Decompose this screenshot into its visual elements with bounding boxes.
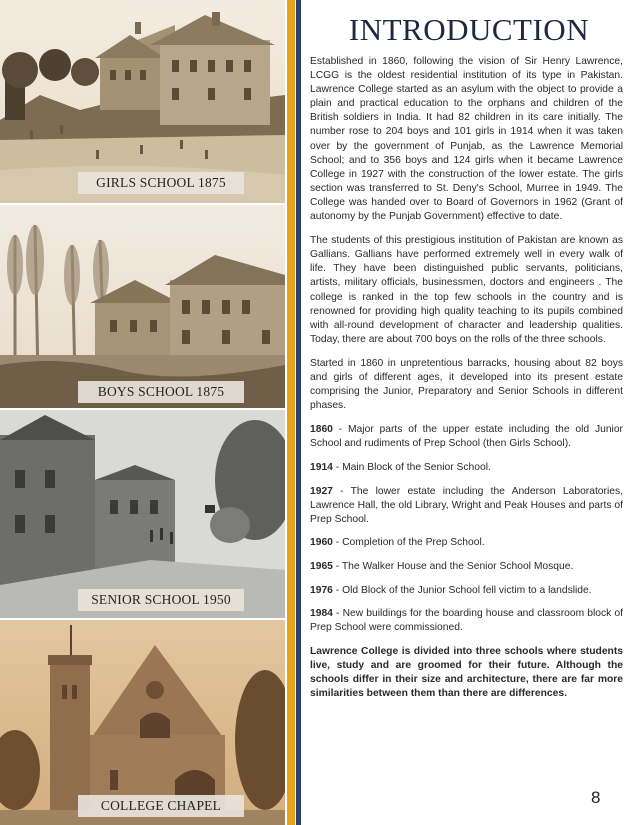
senior-school-photo [0, 410, 285, 618]
timeline-item [310, 485, 623, 527]
photo-column [0, 0, 285, 825]
page-title: INTRODUCTION [348, 12, 590, 47]
photo-caption: BOYS SCHOOL 1875 [78, 381, 244, 403]
timeline-text: - Major parts of the upper estate including the old Junior School and rudiments of Prep School (then Girls School). [310, 424, 623, 450]
timeline-item [310, 560, 623, 574]
timeline-year: 1965 [310, 560, 333, 572]
closing-paragraph: Lawrence College is divided into three schools where students live, study and are groomed for their future. Although the schools differ in their size and architecture, there are far more similarities between them than there are differences. [310, 645, 623, 700]
timeline-item [310, 536, 623, 550]
timeline-year: 1984 [310, 608, 333, 620]
paragraph: The students of this prestigious institution of Pakistan are known as Gallians. Gallians have performed extremely well in every walk of life. They have been distinguished public servants, politicians, artists, military officials, businessmen, doctors and engineers . The college is ranked in the top few schools in the country and is renowned for providing high quality teaching to its pupils combined with all-round development of character and leadership qualities. Today, there are about 700 boys on the rolls of the three schools. [310, 235, 623, 345]
page-number: 8 [591, 788, 601, 807]
photo-caption: SENIOR SCHOOL 1950 [78, 589, 244, 611]
photo-caption: GIRLS SCHOOL 1875 [78, 172, 244, 194]
timeline-text: - The lower estate including the Anderson Laboratories, Lawrence Hall, the old Library, Wright and Peak Houses and parts of Prep School. [310, 485, 623, 525]
timeline-text: - The Walker House and the Senior School Mosque. [332, 560, 574, 572]
boys-school-photo [0, 205, 285, 408]
timeline-text: - Old Block of the Junior School fell victim to a landslide. [332, 584, 592, 596]
timeline-year: 1976 [310, 584, 333, 596]
timeline-item [310, 584, 623, 598]
timeline-text: - Completion of the Prep School. [332, 537, 485, 549]
photo-caption: COLLEGE CHAPEL [78, 795, 244, 817]
timeline-text: - New buildings for the boarding house and classroom block of Prep School were commissioned. [310, 608, 623, 634]
timeline-item [310, 461, 623, 475]
girls-school-photo [0, 0, 285, 203]
timeline-year: 1960 [310, 537, 333, 549]
timeline-year: 1860 [310, 424, 333, 436]
timeline-item [310, 607, 623, 635]
paragraph: Started in 1860 in unpretentious barracks, housing about 82 boys and girls of different ages, it developed into its present estate comprising the Junior, Preparatory and Senior Schools in different phases. [310, 357, 623, 412]
timeline-item [310, 423, 623, 451]
body-text [310, 55, 623, 711]
timeline-text: - Main Block of the Senior School. [332, 461, 491, 473]
timeline-year: 1914 [310, 461, 333, 473]
content-panel [301, 0, 637, 825]
accent-bar-gold [287, 0, 295, 825]
timeline-year: 1927 [310, 485, 333, 497]
paragraph: Established in 1860, following the vision of Sir Henry Lawrence, LCGG is the oldest residential institution of its type in Pakistan. Lawrence College started as an asylum with the object to provide a plain and practical education to the orphans and children of the British soldiers in India. It had 82 children in its care initially. The number rose to 204 boys and 101 girls in 1914 when it was taken over by the government of Punjab, as the Lawrence Memorial School; and to 356 boys and 124 girls when it became Lawrence College in 1927 with the construction of the lower estate. The girls section was transferred to St. Deny's School, Murree in 1949. The College was handed over to Board of Governors in 1962 (Grant of autonomy by the Punjab Government) effective to date. [310, 56, 623, 223]
college-chapel-photo [0, 620, 285, 825]
